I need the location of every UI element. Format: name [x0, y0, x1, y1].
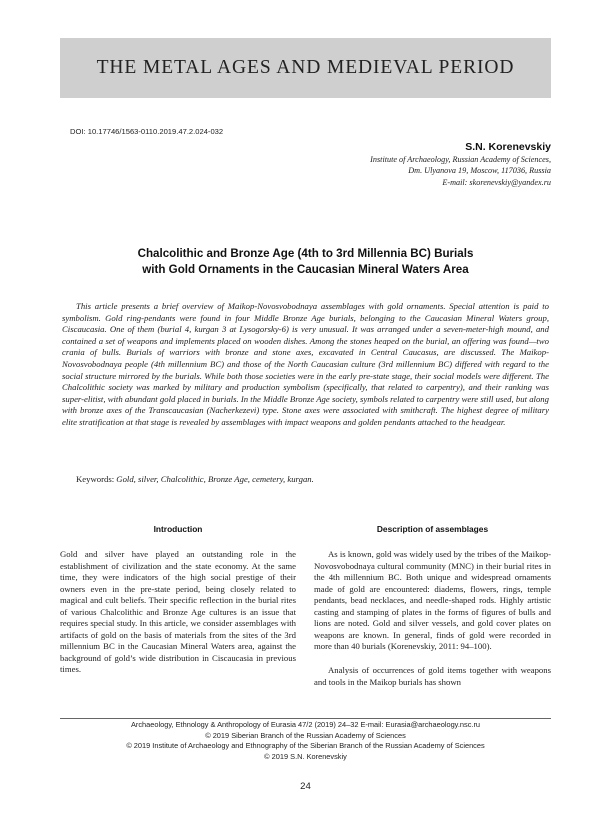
author-email: E-mail: skorenevskiy@yandex.ru — [442, 177, 551, 187]
description-heading: Description of assemblages — [376, 524, 489, 534]
doi-line: DOI: 10.17746/1563-0110.2019.47.2.024-032 — [70, 127, 224, 136]
footer-copyright-line: © 2019 Institute of Archaeology and Ethnography of the Siberian Branch of the Russian Academy of Sciences — [126, 741, 485, 751]
keywords — [62, 474, 549, 486]
description-paragraph: Analysis of occurrences of gold items together with weapons and tools in the Maikop burials has shown — [314, 665, 551, 687]
page-number: 24 — [300, 781, 311, 792]
section-title: THE METAL AGES AND MEDIEVAL PERIOD — [96, 57, 515, 78]
author-affiliation-line: Institute of Archaeology, Russian Academy of Sciences, — [370, 155, 551, 164]
footer-divider — [60, 718, 551, 719]
article-title — [60, 246, 551, 278]
author-address-line: Dm. Ulyanova 19, Moscow, 117036, Russia — [408, 166, 551, 176]
keywords-label: Keywords: — [76, 474, 115, 484]
abstract: This article presents a brief overview of Maikop-Novosvobodnaya assemblages with gold ornaments. Special attention is paid to symbolism. Gold ring-pendants were found in four Middle Bronze Age burials, belonging to the Caucasian Mineral Waters group, Ciscaucasia. One of them (burial 4, kurgan 3 at Lysogorsky-6) is very unusual. It was arranged under a seven-meter-high mound, and contained a set of weapons and implements placed on wooden dishes. Among the stones heaped on the burial, an offering was found—two crania of bulls. Burials of warriors with bronze and stone axes, excavated in Central Caucasus, are discussed. The Maikop-Novosvobodnaya people (4th millennium BC) and those of the North Caucasian culture (3rd millennium BC) differed with regard to the social structure mirrored by the burials. While both those societies were in the early pre-state stage, their social models were different. The Chalcolithic society was marked by military and production symbolism (specifically, that related to carpentry), and their ranking was super-elitist, with abundant gold placed in burials. In the Middle Bronze Age society, symbols related to carpentry were still used, but along with bronze axes of the Transcaucasian (Nacherkezevi) type. Stone axes were associated with smithcraft. The highest degree of military elite stratification at that stage is revealed by assemblages with impact weapons and golden pendants attached to the headgear. — [62, 301, 549, 427]
footer-journal-line: Archaeology, Ethnology & Anthropology of Eurasia 47/2 (2019) 24–32 E-mail: Eurasia@archaeology.nsc.ru — [130, 720, 481, 729]
keywords-value: Gold, silver, Chalcolithic, Bronze Age, cemetery, kurgan. — [116, 474, 314, 484]
footer — [60, 720, 551, 762]
description-paragraph: As is known, gold was widely used by the tribes of the Maikop-Novosvobodnaya cultural community (MNC) in their burial rites in the 4th millennium BC. Both unique and widespread ornaments made of gold are encountered: diadems, flowers, rings, temple pendants, bead necklaces, and needle-shaped rods. Highly artistic casting and stamping of plates in the forms of figures of bulls and lions are noted. Gold and silver vessels, and gold cover plates on weapons are known. In general, finds of gold were recorded in more than 40 burials (Korenevskiy, 2011: 94–100). — [314, 549, 551, 651]
article-title-line: Chalcolithic and Bronze Age (4th to 3rd Millennia BC) Burials — [137, 247, 474, 260]
footer-copyright-line: © 2019 S.N. Korenevskiy — [264, 751, 347, 761]
introduction-text: Gold and silver have played an outstanding role in the establishment of civilization and the state economy. At the same time, they were indicators of the high social prestige of their owners even in the pre-state period, being closely related to magical and cult beliefs. Their specific reflection in the burial rites of various Chalcolithic and Bronze Age cultures is an issue that requires special study. In this article, we consider assemblages with artifacts of gold on the basis of materials from the sites of the 3rd millennium BC in the Caucasian Mineral Waters area, against the background of gold’s wide distribution in Ciscaucasia in previous times. — [60, 549, 296, 674]
article-title-line: with Gold Ornaments in the Caucasian Mineral Waters Area — [142, 263, 469, 276]
section-banner — [60, 38, 551, 98]
introduction-heading: Introduction — [153, 524, 203, 534]
author-name: S.N. Korenevskiy — [465, 141, 551, 153]
author-block — [231, 141, 551, 188]
footer-copyright-line: © 2019 Siberian Branch of the Russian Academy of Sciences — [205, 730, 406, 740]
